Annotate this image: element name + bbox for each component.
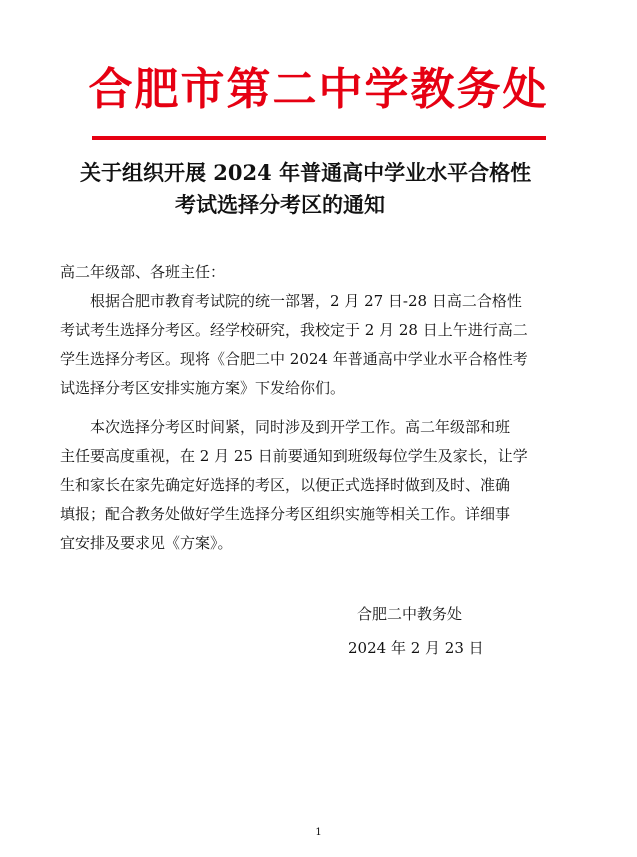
letterhead-red-rule [92, 136, 546, 140]
paragraph-line: 填报；配合教务处做好学生选择分考区组织实施等相关工作。详细事 [60, 505, 511, 523]
paragraph-line: 主任要高度重视，在 2 月 25 日前要通知到班级每位学生及家长，让学 [60, 447, 528, 465]
paragraph-line: 根据合肥市教育考试院的统一部署，2 月 27 日-28 日高二合格性 [90, 292, 522, 310]
page-number: 1 [315, 827, 322, 838]
signature-org: 合肥二中教务处 [357, 605, 463, 623]
document-title-line-1: 关于组织开展 2024 年普通高中学业水平合格性 [80, 160, 532, 185]
signature-date: 2024 年 2 月 23 日 [348, 639, 484, 657]
paragraph-line: 考试考生选择分考区。经学校研究，我校定于 2 月 28 日上午进行高二 [60, 321, 528, 339]
paragraph-line: 宜安排及要求见《方案》。 [60, 534, 233, 552]
letterhead-org-name: 合肥市第二中学教务处 [88, 64, 549, 115]
paragraph-line: 学生选择分考区。现将《合肥二中 2024 年普通高中学业水平合格性考 [60, 350, 528, 368]
paragraph-line: 试选择分考区安排实施方案》下发给你们。 [60, 379, 346, 397]
paragraph-1 [60, 287, 580, 403]
paragraph-line: 生和家长在家先确定好选择的考区，以便正式选择时做到及时、准确 [60, 476, 511, 494]
salutation: 高二年级部、各班主任： [60, 263, 226, 281]
document-title-line-2: 考试选择分考区的通知 [175, 192, 385, 217]
paragraph-2 [60, 413, 580, 558]
paragraph-line: 本次选择分考区时间紧，同时涉及到开学工作。高二年级部和班 [90, 418, 511, 436]
